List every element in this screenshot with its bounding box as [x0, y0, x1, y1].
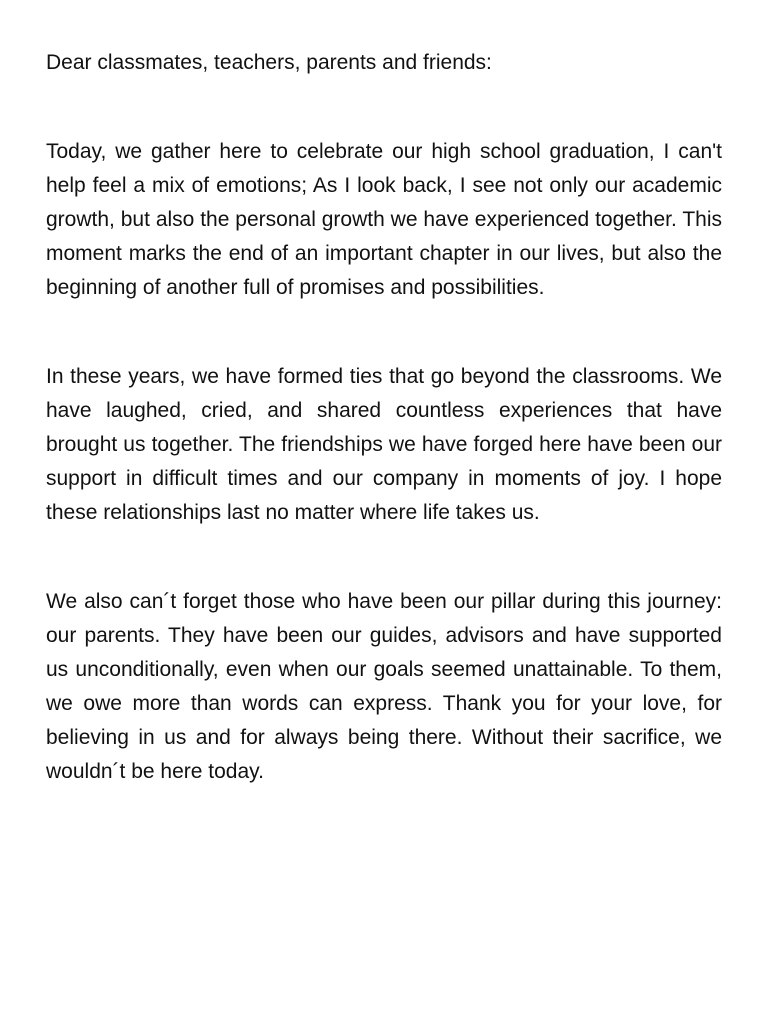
paragraph-celebration: Today, we gather here to celebrate our high school graduation, I can't help feel a mix of emotions; As I look back, I see not only our academic growth, but also the personal growth we have experienced together. This moment marks the end of an important chapter in our lives, but also the beginning of another full of promises and possibilities. — [46, 140, 722, 299]
document-page — [46, 46, 722, 789]
salutation: Dear classmates, teachers, parents and friends: — [46, 51, 492, 74]
paragraph-friendships: In these years, we have formed ties that go beyond the classrooms. We have laughed, cried, and shared countless experiences that have brought us together. The friendships we have forged here have been our support in difficult times and our company in moments of joy. I hope these relationships last no matter where life takes us. — [46, 365, 722, 524]
paragraph-parents: We also can´t forget those who have been our pillar during this journey: our parents. They have been our guides, advisors and have supported us unconditionally, even when our goals seemed unattainable. To them, we owe more than words can express. Thank you for your love, for believing in us and for always being there. Without their sacrifice, we wouldn´t be here today. — [46, 590, 722, 783]
